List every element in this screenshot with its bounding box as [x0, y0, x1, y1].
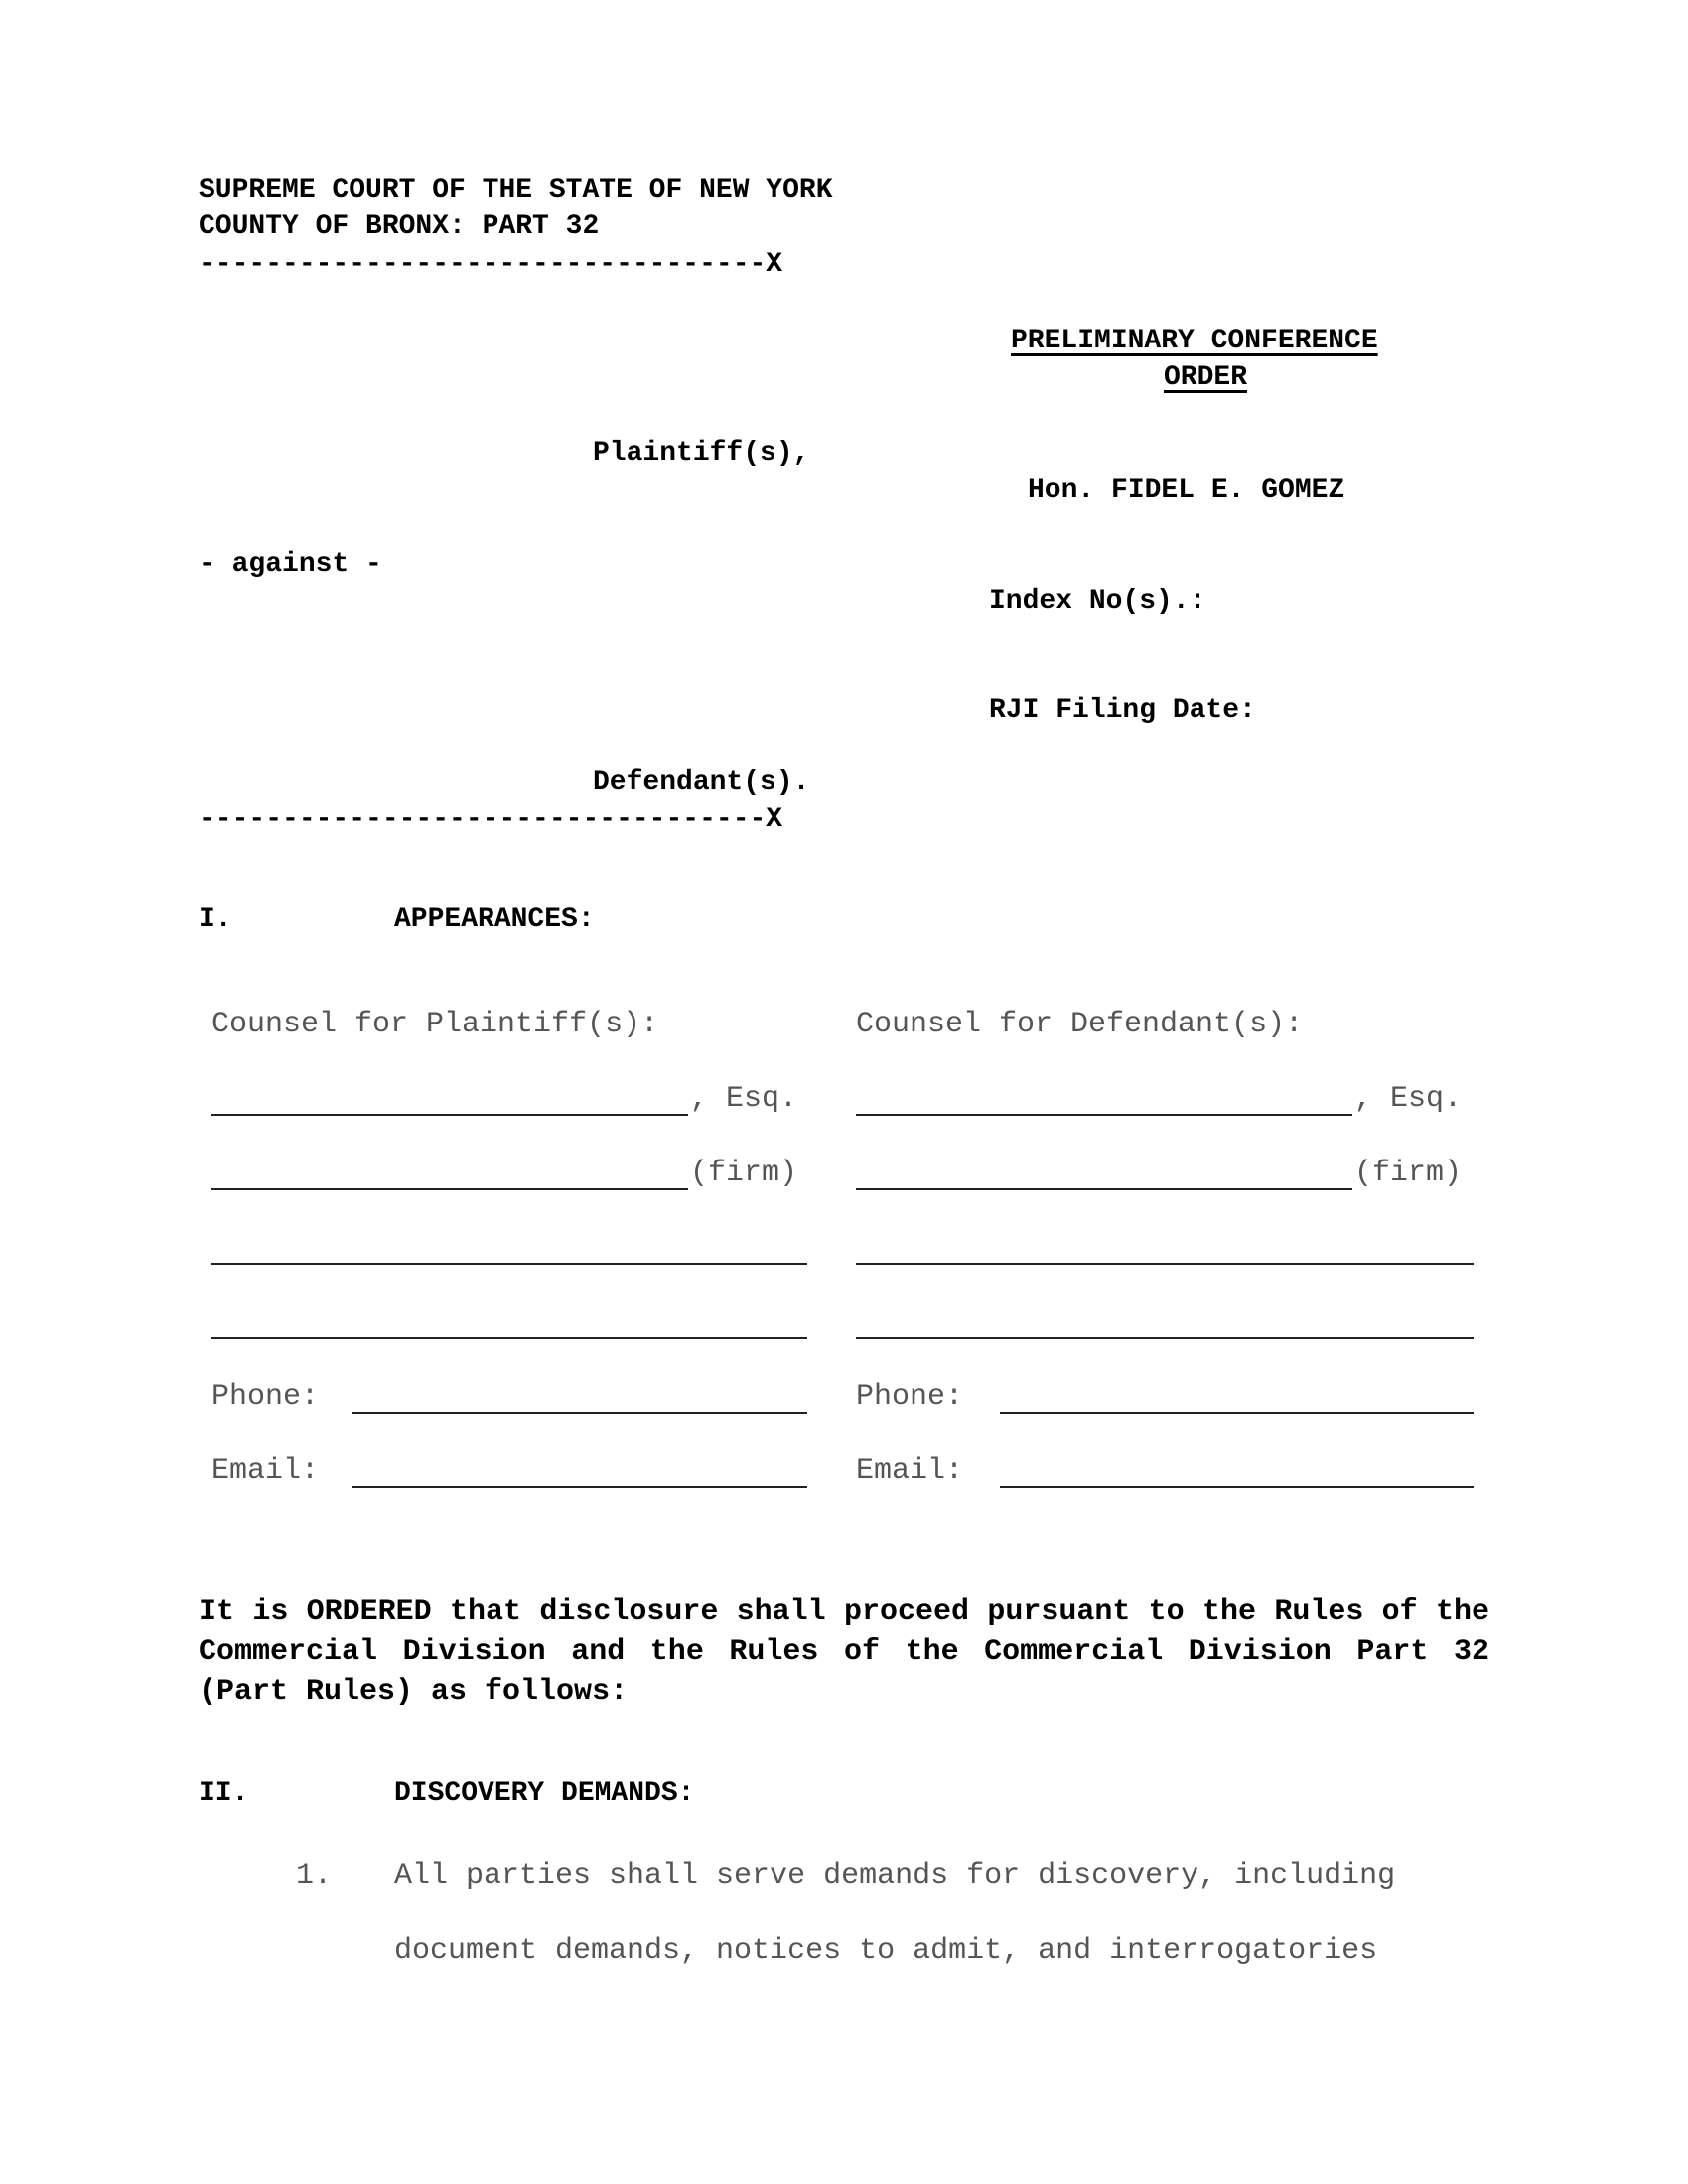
plaintiff-counsel-label: Counsel for Plaintiff(s): [211, 1008, 659, 1041]
disclosure-order-paragraph: It is ORDERED that disclosure shall proceed pursuant to the Rules of the Commercial Division and the Rules of the Commercial Division Part 32 (Part Rules) as follows: [199, 1595, 1489, 1708]
section1-number: I. [199, 904, 232, 935]
defendant-phone-field[interactable] [1000, 1412, 1474, 1414]
plaintiff-esq-label: , Esq. [690, 1082, 798, 1116]
plaintiff-label: Plaintiff(s), [593, 438, 810, 469]
defendant-email-label: Email: [856, 1454, 964, 1488]
order-title-line2: ORDER [1164, 362, 1248, 393]
plaintiff-attorney-name-field[interactable] [211, 1114, 688, 1116]
defendant-address-line-2[interactable] [856, 1337, 1474, 1339]
defendant-counsel-label: Counsel for Defendant(s): [856, 1008, 1304, 1041]
defendant-address-line-1[interactable] [856, 1263, 1474, 1265]
plaintiff-firm-field[interactable] [211, 1188, 688, 1190]
caption-rule-top: ----------------------------------X [199, 249, 783, 280]
plaintiff-phone-label: Phone: [211, 1380, 320, 1414]
rji-filing-date-label: RJI Filing Date: [989, 695, 1256, 726]
defendant-phone-label: Phone: [856, 1380, 964, 1414]
section2-number: II. [199, 1778, 249, 1809]
plaintiff-email-field[interactable] [352, 1486, 807, 1488]
item1-line1: All parties shall serve demands for discovery, including [394, 1859, 1396, 1893]
defendant-attorney-name-field[interactable] [856, 1114, 1352, 1116]
item1-line2: document demands, notices to admit, and interrogatories [394, 1934, 1378, 1968]
plaintiff-address-line-1[interactable] [211, 1263, 807, 1265]
defendant-esq-label: , Esq. [1354, 1082, 1463, 1116]
item1-number: 1. [296, 1859, 333, 1893]
court-name: SUPREME COURT OF THE STATE OF NEW YORK [199, 175, 833, 205]
plaintiff-phone-field[interactable] [352, 1412, 807, 1414]
against-label: - against - [199, 549, 382, 580]
defendant-firm-label: (firm) [1354, 1157, 1463, 1190]
index-number-label: Index No(s).: [989, 586, 1206, 616]
plaintiff-email-label: Email: [211, 1454, 320, 1488]
defendant-label: Defendant(s). [593, 767, 810, 798]
judge-name: Hon. FIDEL E. GOMEZ [1028, 476, 1345, 506]
caption-rule-bottom: ----------------------------------X [199, 804, 783, 835]
defendant-email-field[interactable] [1000, 1486, 1474, 1488]
county-part: COUNTY OF BRONX: PART 32 [199, 211, 600, 242]
defendant-firm-field[interactable] [856, 1188, 1352, 1190]
order-title-line1: PRELIMINARY CONFERENCE [1011, 326, 1378, 356]
plaintiff-address-line-2[interactable] [211, 1337, 807, 1339]
section1-heading: APPEARANCES: [394, 904, 595, 935]
section2-heading: DISCOVERY DEMANDS: [394, 1778, 695, 1809]
plaintiff-firm-label: (firm) [690, 1157, 798, 1190]
